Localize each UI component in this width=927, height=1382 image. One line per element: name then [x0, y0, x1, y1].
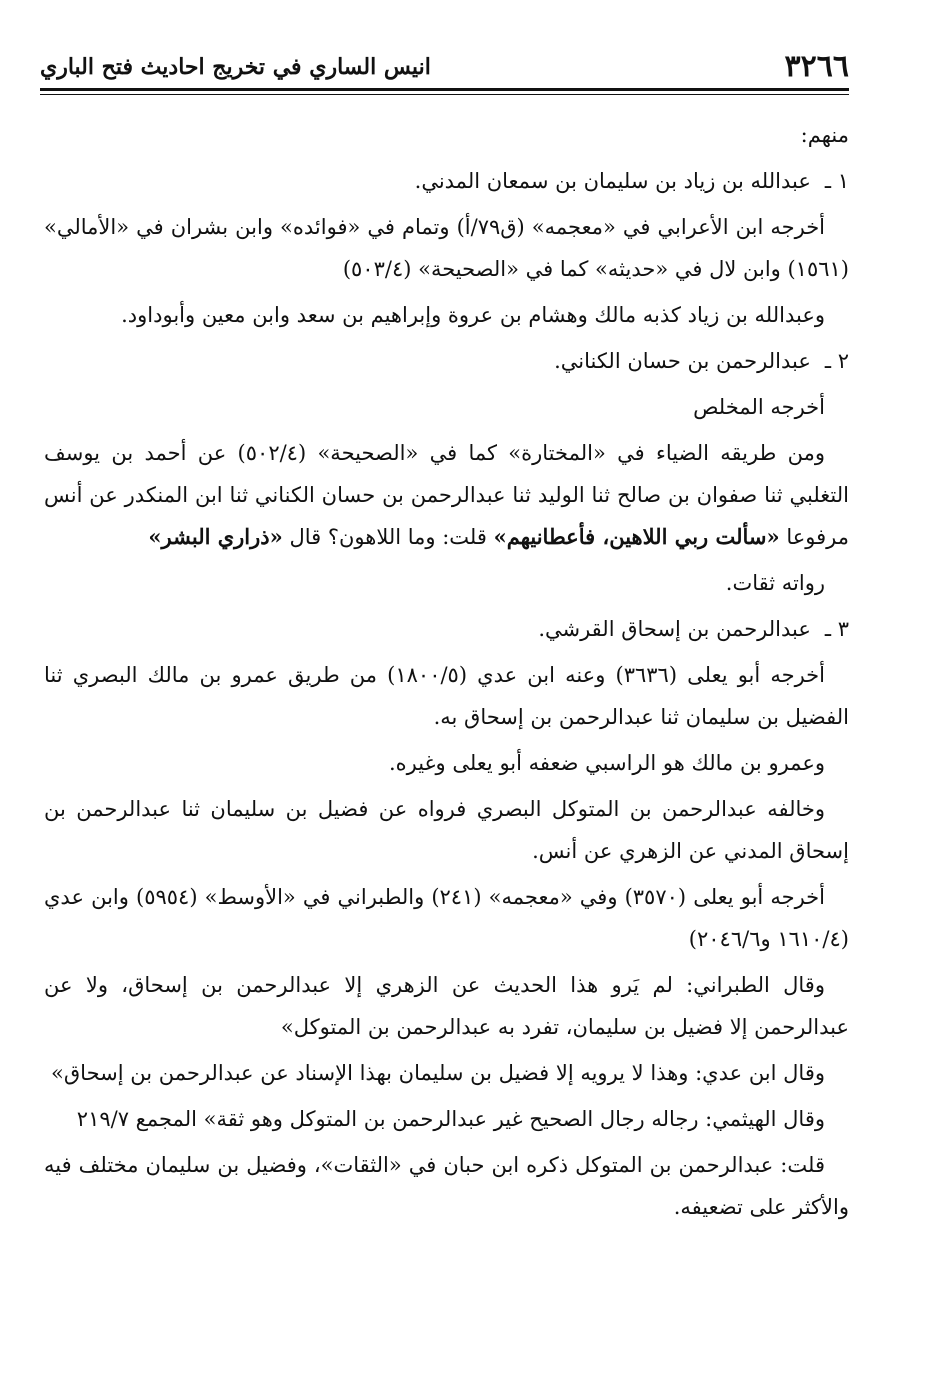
text-run: ومن طريقه الضياء في «المختارة» كما في «الصحيحة» (٥٠٢/٤) عن أحمد بن يوسف التغلبي ثنا صفوان بن صالح ثنا الوليد ثنا عبدالرحمن بن حسان الكناني ثنا ابن المنكدر عن أنس مرفوعا: [44, 441, 849, 549]
page-number: ٣٢٦٦: [784, 49, 849, 84]
item-number: ٣ ـ: [824, 617, 849, 641]
numbered-item-3: [44, 608, 849, 650]
paragraph: وقال الطبراني: لم يَرو هذا الحديث عن الزهري إلا عبدالرحمن بن إسحاق، ولا عن عبدالرحمن إلا فضيل بن سليمان، تفرد به عبدالرحمن بن المتوكل»: [44, 973, 849, 1039]
numbered-item-1: [44, 160, 849, 202]
paragraph: أخرجه أبو يعلى (٣٥٧٠) وفي «معجمه» (٢٤١) والطبراني في «الأوسط» (٥٩٥٤) وابن عدي (١٦١٠/٤ و٢٠٤٦/٦): [44, 885, 849, 951]
paragraph: وقال ابن عدي: وهذا لا يرويه إلا فضيل بن سليمان بهذا الإسناد عن عبدالرحمن بن إسحاق»: [51, 1061, 825, 1085]
numbered-item-2: [44, 340, 849, 382]
paragraph: أخرجه ابن الأعرابي في «معجمه» (ق٧٩/أ) وتمام في «فوائده» وابن بشران في «الأمالي» (١٥٦١) وابن لال في «حديثه» كما في «الصحيحة» (٥٠٣/٤): [44, 215, 849, 281]
item-text: عبدالرحمن بن حسان الكناني.: [554, 349, 811, 373]
book-title: انيس الساري في تخريج احاديث فتح الباري: [40, 54, 431, 80]
paragraph: وخالفه عبدالرحمن بن المتوكل البصري فرواه عن فضيل بن سليمان ثنا عبدالرحمن بن إسحاق المدني عن الزهري عن أنس.: [44, 797, 849, 863]
item-text: عبدالله بن زياد بن سليمان بن سمعان المدني.: [414, 169, 811, 193]
paragraph-hadith: [44, 432, 849, 558]
item-number: ١ ـ: [824, 169, 849, 193]
hadith-quote: «سألت ربي اللاهين، فأعطانيهم»: [493, 524, 780, 549]
text-run: قلت: وما اللاهون؟ قال: [289, 525, 487, 549]
paragraph: رواته ثقات.: [725, 571, 825, 595]
paragraph: وعبدالله بن زياد كذبه مالك وهشام بن عروة وإبراهيم بن سعد وابن معين وأبوداود.: [121, 303, 825, 327]
paragraph-intro: منهم:: [800, 123, 849, 147]
paragraph: أخرجه أبو يعلى (٣٦٣٦) وعنه ابن عدي (١٨٠٠/٥) من طريق عمرو بن مالك البصري ثنا الفضيل بن سليمان ثنا عبدالرحمن بن إسحاق به.: [44, 663, 849, 729]
item-number: ٢ ـ: [824, 349, 849, 373]
paragraph: قلت: عبدالرحمن بن المتوكل ذكره ابن حبان في «الثقات»، وفضيل بن سليمان مختلف فيه والأكثر على تضعيفه.: [44, 1153, 849, 1219]
page-header: [40, 50, 849, 84]
paragraph: أخرجه المخلص: [693, 395, 825, 419]
page-body: [44, 114, 849, 1232]
header-rule-thick: [40, 88, 849, 91]
item-text: عبدالرحمن بن إسحاق القرشي.: [538, 617, 811, 641]
hadith-quote: «ذراري البشر»: [148, 524, 283, 549]
paragraph: وعمرو بن مالك هو الراسبي ضعفه أبو يعلى وغيره.: [388, 751, 825, 775]
header-rule-thin: [40, 94, 849, 95]
paragraph: وقال الهيثمي: رجاله رجال الصحيح غير عبدالرحمن بن المتوكل وهو ثقة» المجمع ٢١٩/٧: [76, 1107, 825, 1131]
